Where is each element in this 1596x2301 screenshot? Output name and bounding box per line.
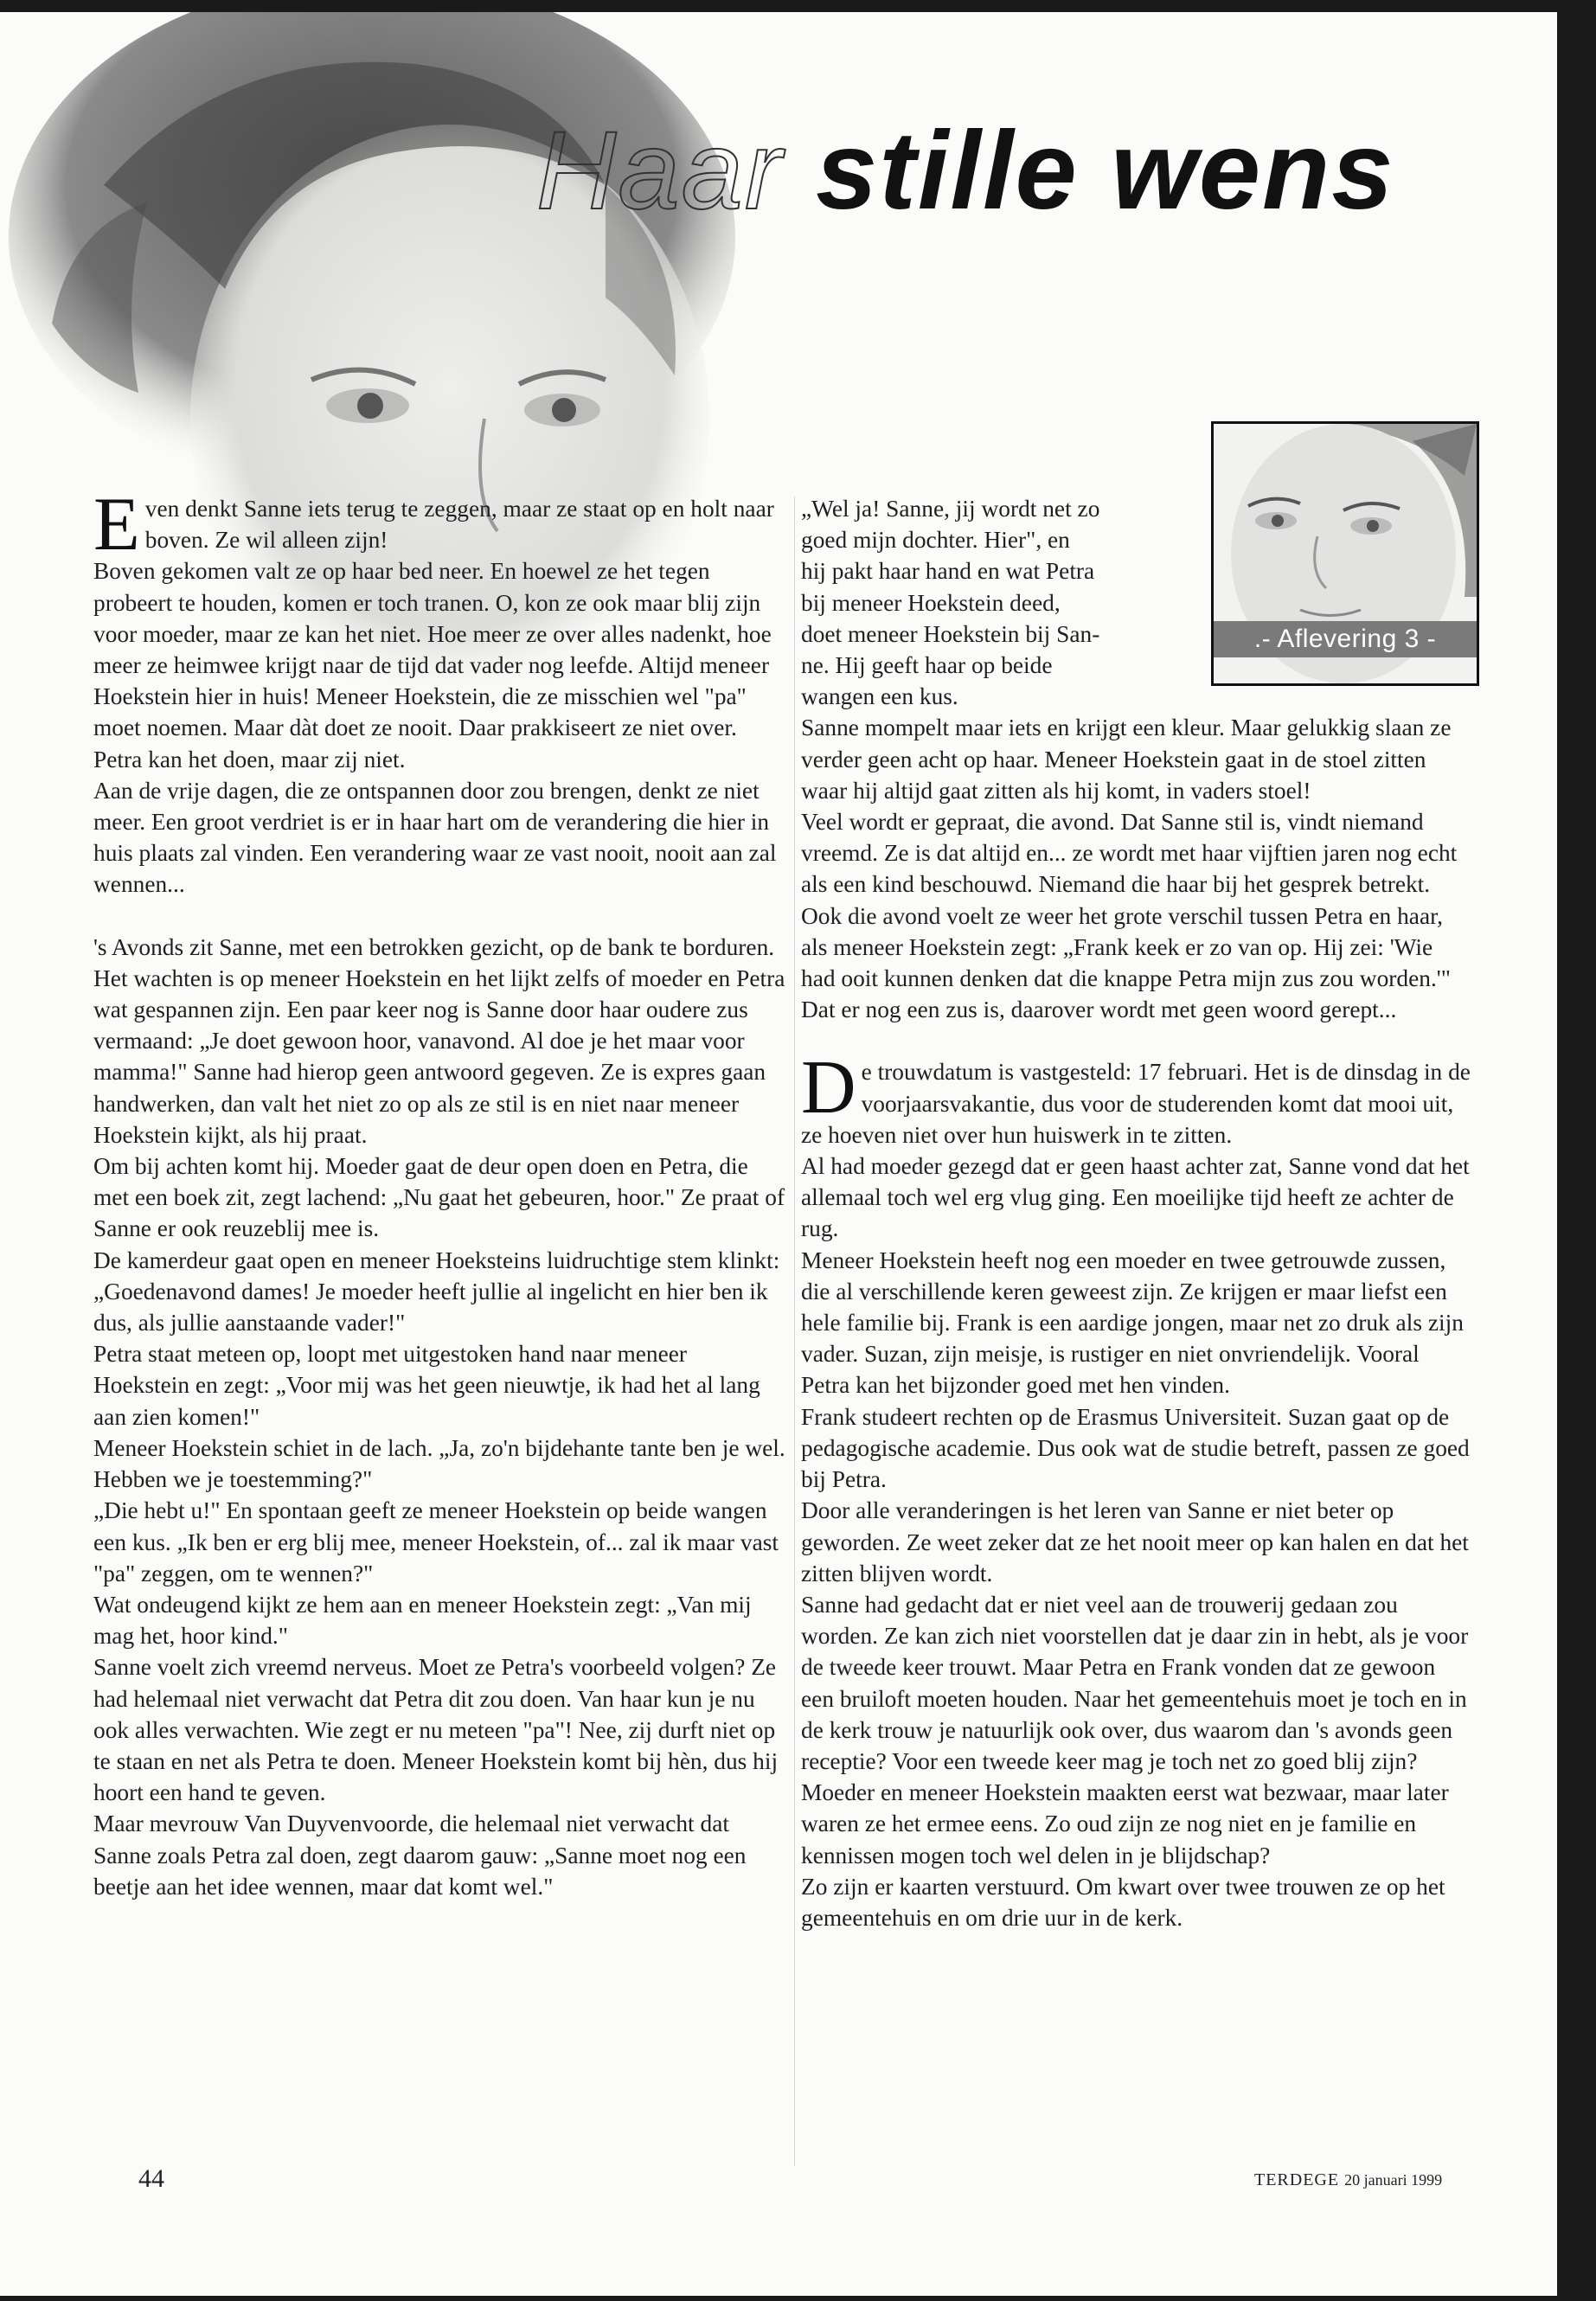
issue-date: 20 januari 1999 — [1344, 2171, 1443, 2189]
paragraph: Meneer Hoekstein heeft nog een moeder en twee getrouwde zussen, die al verschillende keren geweest zijn. Ze krijgen er maar liefst een hele familie bij. Frank is een aardige jongen, maar net zo druk als zijn vader. Suzan, zijn meisje, is rustiger en niet onvriendelijk. Vooral Petra kan het bijzonder goed met hen vinden. — [801, 1247, 1464, 1399]
paragraph: Om bij achten komt hij. Moeder gaat de deur open doen en Petra, die met een boek zit, zegt lachend: „Nu gaat het gebeuren, hoor." Ze praat of Sanne er ook reuzeblij mee is. — [93, 1153, 785, 1242]
paragraph: Zo zijn er kaarten verstuurd. Om kwart over twee trouwen ze op het gemeentehuis en om drie uur in de kerk. — [801, 1873, 1445, 1931]
paragraph: Boven gekomen valt ze op haar bed neer. En hoewel ze het tegen probeert te houden, komen er toch tranen. O, kon ze ook maar blij zijn voor moeder, maar ze kan het niet. Hoe meer ze over alles nadenkt, hoe meer ze heimwee krijgt naar de tijd dat vader nog leefde. Altijd meneer Hoekstein hier in huis! Meneer Hoekstein, die ze misschien wel "pa" moet noemen. Maar dàt doet ze nooit. Daar prakkiseert ze niet over. Petra kan het doen, maar zij niet. — [93, 558, 772, 772]
episode-label: .- Aflevering 3 - — [1214, 621, 1477, 657]
paragraph-text: ven denkt Sanne iets terug te zeggen, maar ze staat op en holt naar boven. Ze wil alleen zijn! — [144, 496, 774, 554]
paragraph: De kamerdeur gaat open en meneer Hoeksteins luidruchtige stem klinkt: „Goedenavond dames! Je moeder heeft jullie al ingelicht en hier ben ik dus, als jullie aanstaande vader!" — [93, 1247, 780, 1336]
text-line: bij meneer Hoekstein deed, — [801, 589, 1061, 616]
text-line: goed mijn dochter. Hier", en — [801, 527, 1070, 554]
title-outline-word: Haar — [536, 109, 784, 233]
text-line: „Wel ja! Sanne, jij wordt net zo — [801, 496, 1100, 522]
paragraph: Sanne voelt zich vreemd nerveus. Moet ze Petra's voorbeeld volgen? Ze had helemaal niet verwacht dat Petra dit zou doen. Van haar kun je nu ook alles verwachten. Wie zegt er nu meteen "pa"! Nee, zij durft niet op te staan en net als Petra te doen. Meneer Hoekstein komt bij hèn, dus hij hoort een hand te geven. — [93, 1654, 779, 1806]
paragraph: Door alle veranderingen is het leren van Sanne er niet beter op geworden. Ze weet zeker dat ze het nooit meer op kan halen en dat het zitten blijven wordt. — [801, 1497, 1469, 1586]
paragraph: Frank studeert rechten op de Erasmus Universiteit. Suzan gaat op de pedagogische academie. Dus ook wat de studie betreft, passen ze goed bij Petra. — [801, 1403, 1470, 1493]
text-line: hij pakt haar hand en wat Petra — [801, 558, 1095, 585]
publication-footer — [1254, 2170, 1442, 2190]
paragraph: „Die hebt u!" En spontaan geeft ze meneer Hoekstein op beide wangen een kus. „Ik ben er erg blij mee, meneer Hoekstein, of... zal ik maar vast "pa" zeggen, om te wennen?" — [93, 1497, 779, 1586]
paragraph: Petra staat meteen op, loopt met uitgestoken hand naar meneer Hoekstein en zegt: „Voor mij was het geen nieuwtje, ik had het al lang aan zien komen!" — [93, 1341, 760, 1430]
column-divider — [794, 497, 795, 2166]
text-line: ne. Hij geeft haar op beide — [801, 652, 1053, 679]
title-solid-words: stille wens — [783, 109, 1395, 233]
text-line: doet meneer Hoekstein bij San- — [801, 620, 1100, 647]
paragraph: Moeder en meneer Hoekstein maakten eerst wat bezwaar, maar later waren ze het ermee eens. Zo oud zijn ze nog niet en je familie en kennissen mogen toch wel delen in je blijdschap? — [801, 1779, 1449, 1868]
article-column-right — [801, 493, 1471, 1933]
text-line: wangen een kus. — [801, 683, 958, 710]
article-column-left — [93, 483, 785, 1902]
text-beside-thumbnail — [801, 493, 1471, 712]
paragraph-text: e trouwdatum is vastgesteld: 17 februari. Het is de dinsdag in de voorjaarsvakantie, dus voor de studerenden komt dat mooi uit, ze hoeven niet over hun huiswerk in te zitten. — [801, 1059, 1471, 1148]
paragraph: Al had moeder gezegd dat er geen haast achter zat, Sanne vond dat het allemaal toch wel erg vlug ging. Een moeilijke tijd heeft ze achter de rug. — [801, 1153, 1470, 1242]
article-title — [536, 109, 1395, 233]
dropcap-letter: E — [93, 483, 140, 567]
paragraph: Meneer Hoekstein schiet in de lach. „Ja, zo'n bijdehante tante ben je wel. Hebben we je toestemming?" — [93, 1434, 785, 1493]
paragraph: Sanne mompelt maar iets en krijgt een kleur. Maar gelukkig slaan ze verder geen acht op haar. Meneer Hoekstein gaat in de stoel zitten waar hij altijd gaat zitten als hij komt, in vaders stoel! — [801, 715, 1452, 804]
paragraph: Maar mevrouw Van Duyvenvoorde, die helemaal niet verwacht dat Sanne zoals Petra zal doen, zegt daarom gauw: „Sanne moet nog een beetje aan het idee wennen, maar dat komt wel." — [93, 1811, 747, 1900]
paragraph: Wat ondeugend kijkt ze hem aan en meneer Hoekstein zegt: „Van mij mag het, hoor kind." — [93, 1591, 752, 1650]
paragraph — [801, 1046, 1471, 1150]
paragraph — [93, 483, 785, 567]
paragraph: 's Avonds zit Sanne, met een betrokken gezicht, op de bank te borduren. Het wachten is op meneer Hoekstein en het lijkt zelfs of moeder en Petra wat gespannen zijn. Een paar keer nog is Sanne door haar oudere zus vermaand: „Je doet gewoon hoor, vanavond. Al doe je het maar voor mamma!" Sanne had hierop geen antwoord gegeven. Ze is expres gaan handwerken, dan valt het niet zo op als ze stil is en niet naar meneer Hoekstein kijkt, als hij praat. — [93, 933, 785, 1148]
page-number: 44 — [138, 2164, 164, 2193]
paragraph: Sanne had gedacht dat er niet veel aan de trouwerij gedaan zou worden. Ze kan zich niet voorstellen dat je daar zin in hebt, als je voor de tweede keer trouwt. Maar Petra en Frank vonden dat ze gewoon een bruiloft moeten houden. Naar het gemeentehuis moet je toch en in de kerk trouw je natuurlijk ook over, dus waarom dan 's avonds geen receptie? Voor een tweede keer mag je toch net zo goed blij zijn? — [801, 1591, 1469, 1774]
magazine-name: TERDEGE — [1254, 2170, 1340, 2189]
magazine-page — [0, 12, 1557, 2296]
dropcap-letter: D — [801, 1046, 856, 1131]
paragraph: Aan de vrije dagen, die ze ontspannen door zou brengen, denkt ze niet meer. Een groot verdriet is er in haar hart om de verandering die hier in huis plaats zal vinden. Een verandering waar ze vast nooit, nooit aan zal wennen... — [93, 777, 777, 898]
paragraph: Veel wordt er gepraat, die avond. Dat Sanne stil is, vindt niemand vreemd. Ze is dat altijd en... ze wordt met haar vijftien jaren nog echt als een kind beschouwd. Niemand die haar bij het gesprek betrekt. Ook die avond voelt ze weer het grote verschil tussen Petra en haar, als meneer Hoekstein zegt: „Frank keek er zo van op. Hij zei: 'Wie had ooit kunnen denken dat die knappe Petra mijn zus zou worden.'" Dat er nog een zus is, daarover wordt met geen woord gerept... — [801, 809, 1458, 1023]
